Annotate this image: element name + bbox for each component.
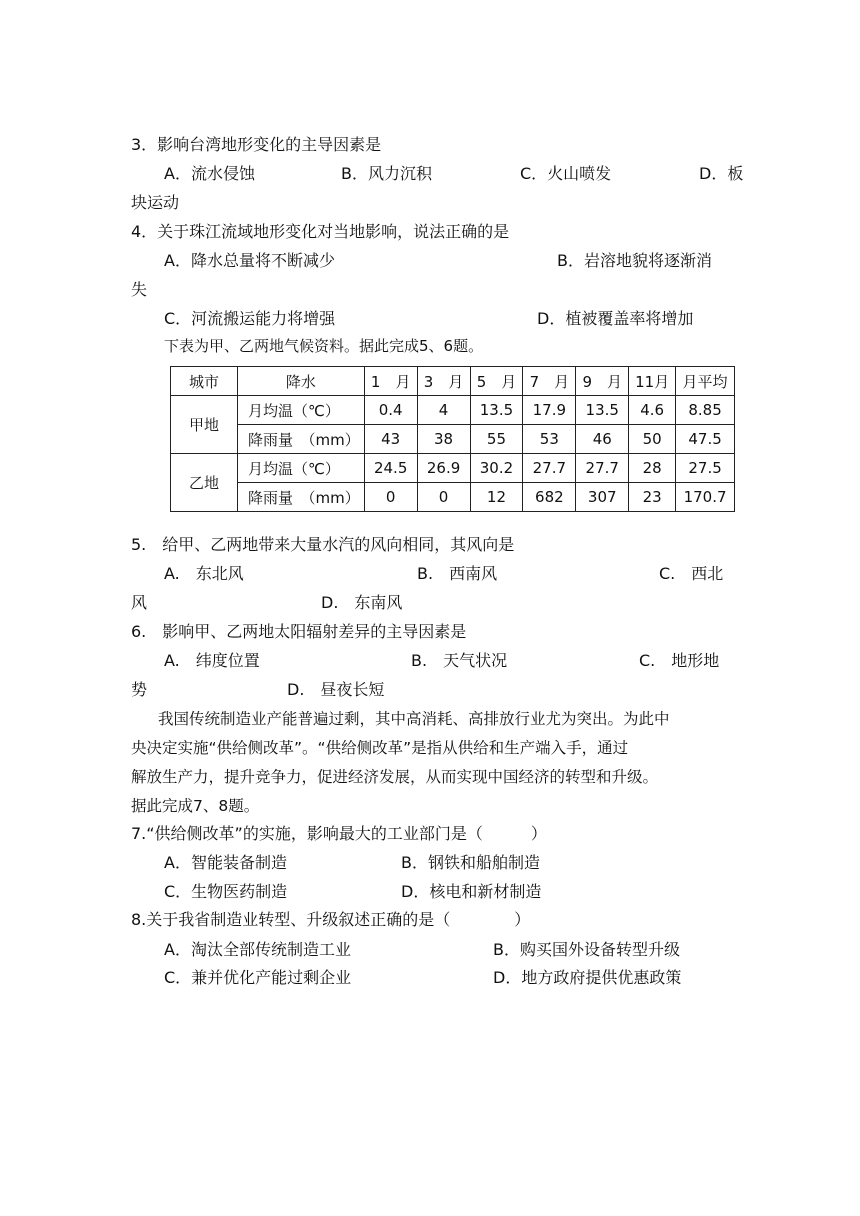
q7-option-c: C．生物医药制造 <box>164 882 288 901</box>
climate-table <box>170 366 735 512</box>
table-cell: 47.5 <box>676 425 735 454</box>
table-cell: 13.5 <box>576 396 629 425</box>
q3-stem: 3．影响台湾地形变化的主导因素是 <box>131 135 382 154</box>
table-row <box>171 483 735 512</box>
table-cell: 17.9 <box>523 396 576 425</box>
table-cell: 23 <box>629 483 676 512</box>
q5-stem: 5. 给甲、乙两地带来大量水汽的风向相同，其风向是 <box>131 535 515 554</box>
table-cell: 24.5 <box>364 454 417 483</box>
table-cell: 8.85 <box>676 396 735 425</box>
passage-line: 解放生产力，提升竞争力，促进经济发展，从而实现中国经济的转型和升级。 <box>131 768 659 786</box>
q8-option-d: D．地方政府提供优惠政策 <box>493 968 682 987</box>
row-label: 降雨量 （mm） <box>238 483 365 512</box>
q8-option-c: C．兼并优化产能过剩企业 <box>164 968 352 987</box>
header-jan: 1 月 <box>364 367 417 396</box>
q6-option-c: C. 地形地 <box>639 651 720 670</box>
passage-line: 据此完成7、8题。 <box>131 797 260 815</box>
q6-option-a: A. 纬度位置 <box>164 651 260 670</box>
q8-option-b: B．购买国外设备转型升级 <box>493 940 680 959</box>
q3-option-a: A．流水侵蚀 <box>164 164 255 183</box>
q4-stem: 4．关于珠江流域地形变化对当地影响，说法正确的是 <box>131 222 510 241</box>
table-cell: 46 <box>576 425 629 454</box>
q4-option-b-wrap: 失 <box>131 280 148 299</box>
header-city: 城市 <box>171 367 238 396</box>
table-cell: 55 <box>470 425 523 454</box>
q6-option-d: D. 昼夜长短 <box>287 680 385 699</box>
header-precip: 降水 <box>238 367 365 396</box>
q4-option-a: A．降水总量将不断减少 <box>164 251 335 270</box>
table-cell: 43 <box>364 425 417 454</box>
table-cell: 0.4 <box>364 396 417 425</box>
q5-option-a: A. 东北风 <box>164 564 244 583</box>
header-may: 5 月 <box>470 367 523 396</box>
q5-option-c-wrap: 风 <box>131 593 148 612</box>
q5-option-b: B. 西南风 <box>417 564 498 583</box>
row-label: 降雨量 （mm） <box>238 425 365 454</box>
q7-option-a: A．智能装备制造 <box>164 853 287 872</box>
header-nov: 11月 <box>629 367 676 396</box>
q3-option-d-wrap: 块运动 <box>131 193 180 212</box>
header-avg: 月平均 <box>676 367 735 396</box>
table-cell: 28 <box>629 454 676 483</box>
table-cell: 12 <box>470 483 523 512</box>
passage-line: 我国传统制造业产能普遍过剩，其中高消耗、高排放行业尤为突出。为此中 <box>158 710 670 728</box>
q6-option-c-wrap: 势 <box>131 680 148 699</box>
q4-option-b: B．岩溶地貌将逐渐消 <box>557 251 712 270</box>
q6-stem: 6. 影响甲、乙两地太阳辐射差异的主导因素是 <box>131 622 467 641</box>
table-cell: 50 <box>629 425 676 454</box>
table-cell: 26.9 <box>417 454 470 483</box>
table-cell: 13.5 <box>470 396 523 425</box>
table-cell: 0 <box>364 483 417 512</box>
row-label: 月均温（℃） <box>238 396 365 425</box>
passage-line: 央决定实施“供给侧改革”。“供给侧改革”是指从供给和生产端入手，通过 <box>131 739 629 757</box>
table-cell: 307 <box>576 483 629 512</box>
q5-option-d: D. 东南风 <box>321 593 403 612</box>
table-intro: 下表为甲、乙两地气候资料。据此完成5、6题。 <box>164 337 484 355</box>
q8-stem: 8.关于我省制造业转型、升级叙述正确的是（ ） <box>131 910 531 929</box>
table-cell: 4.6 <box>629 396 676 425</box>
table-cell: 0 <box>417 483 470 512</box>
table-header-row <box>171 367 735 396</box>
header-mar: 3 月 <box>417 367 470 396</box>
table-cell: 170.7 <box>676 483 735 512</box>
q8-option-a: A．淘汰全部传统制造工业 <box>164 940 351 959</box>
header-sep: 9 月 <box>576 367 629 396</box>
city-jia: 甲地 <box>171 396 238 454</box>
city-yi: 乙地 <box>171 454 238 512</box>
table-cell: 27.5 <box>676 454 735 483</box>
table-cell: 27.7 <box>576 454 629 483</box>
table-cell: 53 <box>523 425 576 454</box>
q7-stem: 7.“供给侧改革”的实施，影响最大的工业部门是（ ） <box>131 824 547 843</box>
q3-option-d: D．板 <box>699 164 744 183</box>
table-cell: 27.7 <box>523 454 576 483</box>
row-label: 月均温（℃） <box>238 454 365 483</box>
table-cell: 682 <box>523 483 576 512</box>
q3-option-b: B．风力沉积 <box>341 164 432 183</box>
q5-option-c: C. 西北 <box>659 564 724 583</box>
q4-option-c: C．河流搬运能力将增强 <box>164 309 336 328</box>
q7-option-b: B．钢铁和船舶制造 <box>401 853 540 872</box>
table-row <box>171 454 735 483</box>
table-cell: 38 <box>417 425 470 454</box>
q6-option-b: B. 天气状况 <box>411 651 508 670</box>
q3-option-c: C．火山喷发 <box>520 164 612 183</box>
table-cell: 4 <box>417 396 470 425</box>
q7-option-d: D．核电和新材制造 <box>401 882 542 901</box>
q4-option-d: D．植被覆盖率将增加 <box>537 309 694 328</box>
table-cell: 30.2 <box>470 454 523 483</box>
table-row <box>171 396 735 425</box>
table-row <box>171 425 735 454</box>
header-jul: 7 月 <box>523 367 576 396</box>
